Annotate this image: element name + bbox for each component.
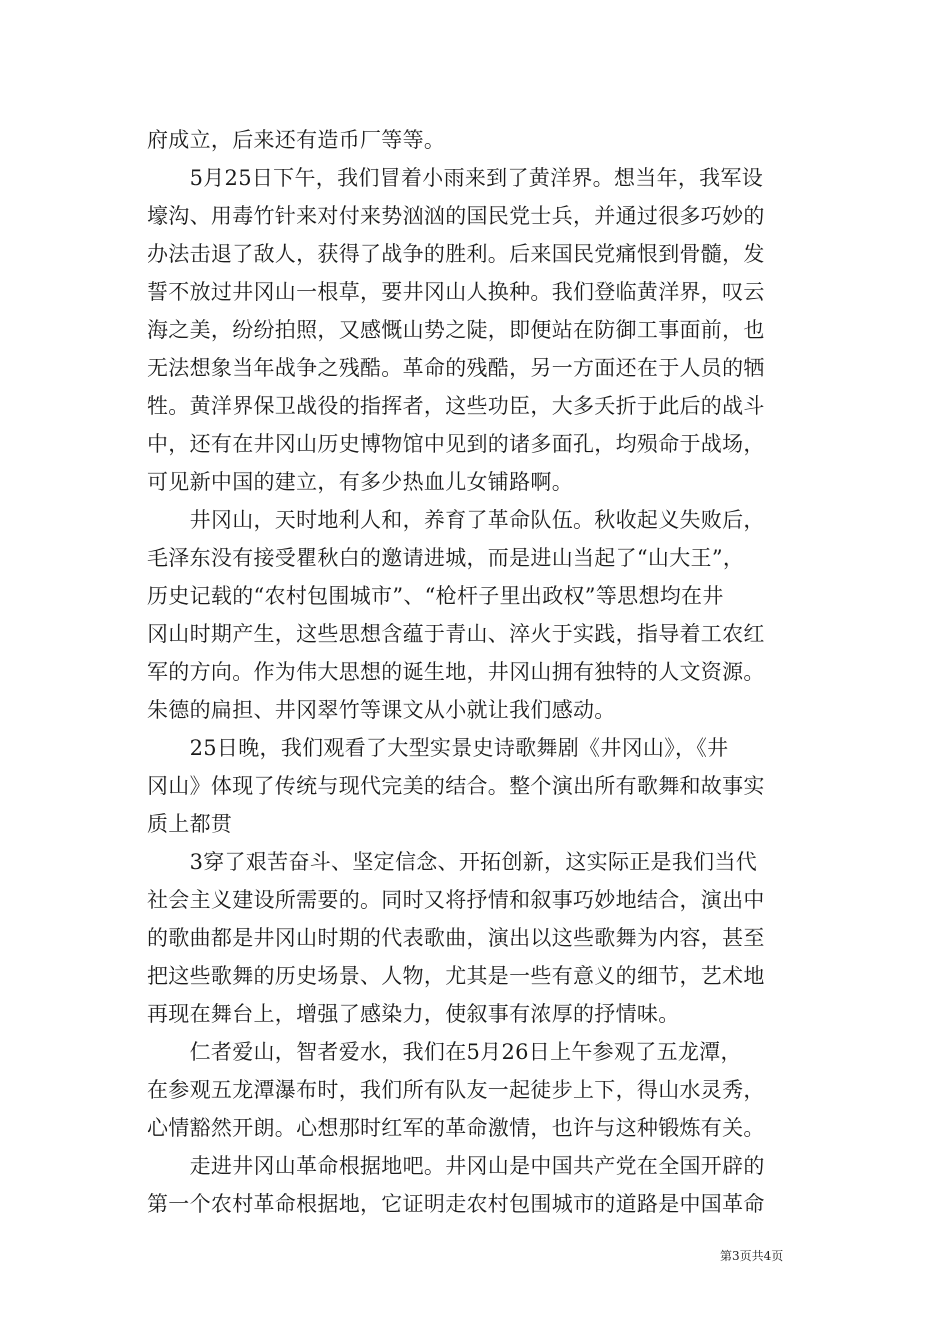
text-line: 仁者爱山，智者爱水，我们在5月26日上午参观了五龙潭， <box>147 1040 742 1064</box>
text-line: 历史记载的“农村包围城市”、“枪杆子里出政权”等思想均在井 <box>147 584 724 608</box>
text-line: 朱德的扁担、井冈翠竹等课文从小就让我们感动。 <box>147 698 616 722</box>
text-line: 冈山时期产生，这些思想含蕴于青山、淬火于实践，指导着工农红 <box>147 622 765 646</box>
text-line: 在参观五龙潭瀑布时，我们所有队友一起徒步上下，得山水灵秀， <box>147 1078 765 1102</box>
text-line: 社会主义建设所需要的。同时又将抒情和叙事巧妙地结合，演出中 <box>147 888 765 912</box>
text-line: 3穿了艰苦奋斗、坚定信念、开拓创新，这实际正是我们当代 <box>147 850 758 874</box>
text-line: 办法击退了敌人，获得了战争的胜利。后来国民党痛恨到骨髓，发 <box>147 242 765 266</box>
text-line: 第一个农村革命根据地，它证明走农村包围城市的道路是中国革命 <box>147 1192 765 1216</box>
text-line: 走进井冈山革命根据地吧。井冈山是中国共产党在全国开辟的 <box>147 1154 765 1178</box>
page-number: 第3页共4页 <box>720 1249 784 1263</box>
text-line: 可见新中国的建立，有多少热血儿女铺路啊。 <box>147 470 573 494</box>
text-line: 牲。黄洋界保卫战役的指挥者，这些功臣，大多夭折于此后的战斗 <box>147 394 765 418</box>
text-line: 壕沟、用毒竹针来对付来势汹汹的国民党士兵，并通过很多巧妙的 <box>147 204 765 228</box>
text-line: 府成立，后来还有造币厂等等。 <box>147 128 446 152</box>
text-line: 海之美，纷纷拍照，又感慨山势之陡，即便站在防御工事面前，也 <box>147 318 765 342</box>
text-line: 井冈山，天时地利人和，养育了革命队伍。秋收起义失败后， <box>147 508 765 532</box>
text-line: 毛泽东没有接受瞿秋白的邀请进城，而是进山当起了“山大王”， <box>147 546 745 570</box>
text-line: 把这些歌舞的历史场景、人物，尤其是一些有意义的细节，艺术地 <box>147 964 765 988</box>
text-line: 军的方向。作为伟大思想的诞生地，井冈山拥有独特的人文资源。 <box>147 660 765 684</box>
text-line: 誓不放过井冈山一根草，要井冈山人换种。我们登临黄洋界，叹云 <box>147 280 765 304</box>
text-line: 中，还有在井冈山历史博物馆中见到的诸多面孔，均殒命于战场， <box>147 432 765 456</box>
text-line: 25日晚，我们观看了大型实景史诗歌舞剧《井冈山》，《井 <box>147 736 729 760</box>
text-line: 心情豁然开朗。心想那时红军的革命激情，也许与这种锻炼有关。 <box>147 1116 765 1140</box>
text-line: 质上都贯 <box>147 812 233 836</box>
text-line: 再现在舞台上，增强了感染力，使叙事有浓厚的抒情味。 <box>147 1002 680 1026</box>
text-line: 5月25日下午，我们冒着小雨来到了黄洋界。想当年，我军设 <box>147 166 764 190</box>
text-line: 冈山》体现了传统与现代完美的结合。整个演出所有歌舞和故事实 <box>147 774 765 798</box>
text-line: 的歌曲都是井冈山时期的代表歌曲，演出以这些歌舞为内容，甚至 <box>147 926 765 950</box>
text-line: 无法想象当年战争之残酷。革命的残酷，另一方面还在于人员的牺 <box>147 356 765 380</box>
